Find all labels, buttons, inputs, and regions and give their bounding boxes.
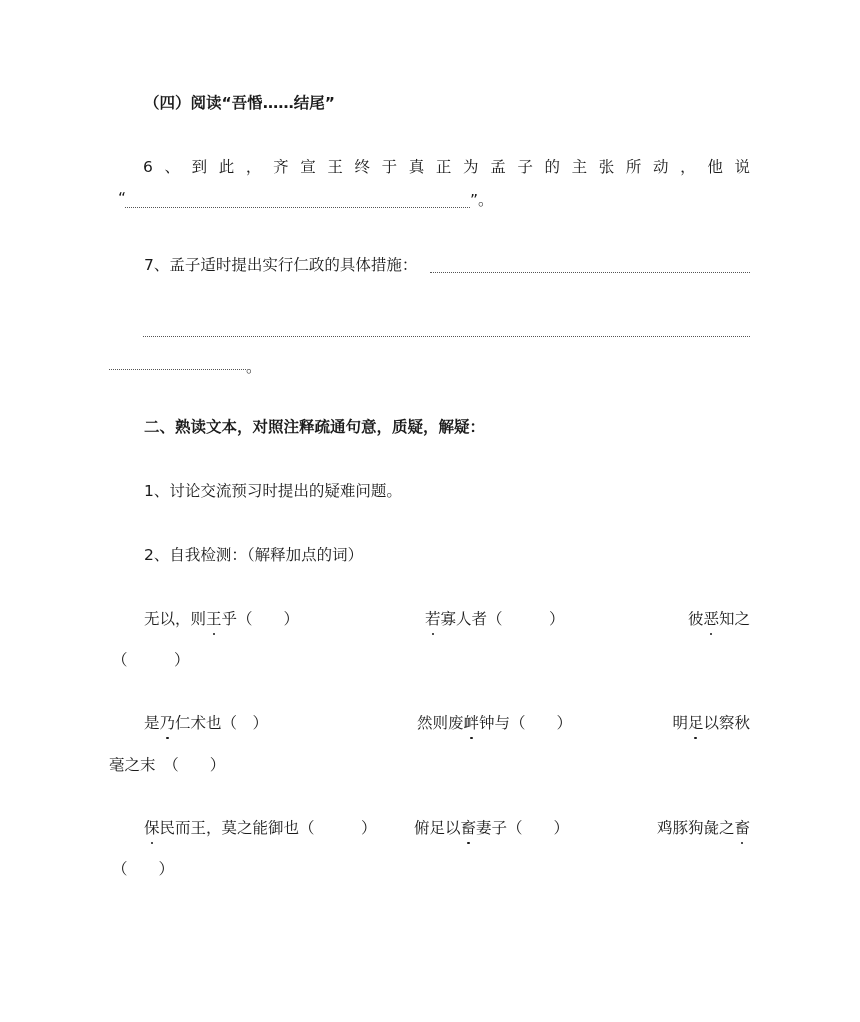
question-6-text bbox=[143, 157, 750, 177]
question-6-char: 到 bbox=[191, 158, 208, 176]
question-6-char: ， bbox=[680, 158, 696, 176]
question-6-char: 王 bbox=[327, 158, 343, 176]
row2-b-suffix: 钟与（ ） bbox=[479, 714, 573, 732]
question-6-char: 主 bbox=[571, 158, 588, 176]
question-6-char: 真 bbox=[408, 158, 425, 176]
question-6-open-quote: “ bbox=[118, 189, 127, 207]
row2-c-prefix: 明 bbox=[672, 714, 688, 732]
question-6-char: 、 bbox=[164, 158, 181, 176]
row1-c-prefix: 彼 bbox=[687, 610, 704, 628]
row1-c-dotted-char: 恶 bbox=[703, 610, 719, 628]
row1-wrap: （ ） bbox=[112, 651, 190, 669]
question-7-answer-blank-3[interactable] bbox=[109, 369, 246, 370]
row1-b-suffix: 寡人者（ ） bbox=[440, 610, 565, 628]
question-6-char: 终 bbox=[354, 158, 370, 176]
row3-a-suffix: 民而王，莫之能御也（ ） bbox=[159, 819, 377, 837]
section-title-2: 二、熟读文本，对照注释疏通句意，质疑，解疑： bbox=[144, 418, 486, 436]
question-6-char: 宣 bbox=[300, 158, 316, 176]
row3-b-prefix: 俯足以 bbox=[414, 819, 461, 837]
item-1: 1、讨论交流预习时提出的疑难问题。 bbox=[144, 482, 402, 500]
row3-b-suffix: 妻子（ ） bbox=[476, 819, 570, 837]
row2-c-dotted-char: 足 bbox=[687, 714, 704, 732]
item-2: 2、自我检测：（解释加点的词） bbox=[144, 546, 364, 564]
question-7-text: 7、孟子适时提出实行仁政的具体措施： bbox=[144, 256, 418, 274]
row2-wrap: 毫之末 （ ） bbox=[109, 756, 226, 774]
question-6-char: 正 bbox=[435, 158, 452, 176]
row1-item-c bbox=[688, 609, 750, 629]
row2-a-suffix: 仁术也（ ） bbox=[175, 714, 269, 732]
section-title-4: （四）阅读“吾惛……结尾” bbox=[144, 94, 335, 112]
row3-a-dotted-char: 保 bbox=[144, 819, 160, 837]
question-6-char: 张 bbox=[598, 158, 615, 176]
row2-c-suffix: 以察秋 bbox=[703, 714, 750, 732]
question-6-char: 的 bbox=[544, 158, 560, 176]
row1-item-b bbox=[425, 609, 565, 629]
question-6-char: 所 bbox=[625, 158, 642, 176]
row1-b-dotted-char: 若 bbox=[425, 610, 441, 628]
question-6-answer-blank[interactable] bbox=[125, 207, 470, 208]
row2-a-prefix: 是 bbox=[144, 714, 160, 732]
question-6-char: 他 bbox=[707, 158, 723, 176]
row3-item-a bbox=[144, 818, 377, 838]
row1-item-a bbox=[144, 609, 299, 629]
row2-item-b bbox=[417, 713, 572, 733]
row1-a-prefix: 无以，则 bbox=[144, 610, 207, 628]
row3-item-b bbox=[414, 818, 569, 838]
row3-wrap: （ ） bbox=[112, 860, 175, 878]
row1-c-suffix: 知之 bbox=[718, 610, 750, 628]
question-6-char: 说 bbox=[734, 158, 750, 176]
row2-item-a bbox=[144, 713, 268, 733]
question-6-char: 子 bbox=[517, 158, 533, 176]
row3-item-c bbox=[657, 818, 750, 838]
question-6-close-quote: ”。 bbox=[470, 191, 494, 209]
question-6-char: 孟 bbox=[490, 158, 506, 176]
question-6-char: ， bbox=[245, 158, 262, 176]
question-6-char: 齐 bbox=[273, 158, 289, 176]
question-7-answer-blank-1[interactable] bbox=[430, 272, 750, 273]
row1-a-dotted-char: 王 bbox=[206, 610, 222, 628]
row2-item-c bbox=[672, 713, 750, 733]
row3-b-dotted-char: 畜 bbox=[460, 819, 477, 837]
row3-c-prefix: 鸡豚狗彘之 bbox=[656, 819, 735, 837]
question-6-char: 6 bbox=[143, 158, 153, 176]
row3-c-dotted-char: 畜 bbox=[734, 819, 750, 837]
question-7-answer-blank-2[interactable] bbox=[143, 336, 750, 337]
row1-a-suffix: 乎（ ） bbox=[221, 610, 300, 628]
question-6-char: 于 bbox=[381, 158, 398, 176]
row2-b-prefix: 然则废 bbox=[417, 714, 464, 732]
question-7-end-mark: 。 bbox=[246, 358, 262, 376]
question-6-char: 为 bbox=[463, 158, 479, 176]
row2-a-dotted-char: 乃 bbox=[159, 714, 176, 732]
question-6-char: 此 bbox=[218, 158, 235, 176]
row2-b-dotted-char: 衅 bbox=[463, 714, 480, 732]
question-6-char: 动 bbox=[653, 158, 669, 176]
